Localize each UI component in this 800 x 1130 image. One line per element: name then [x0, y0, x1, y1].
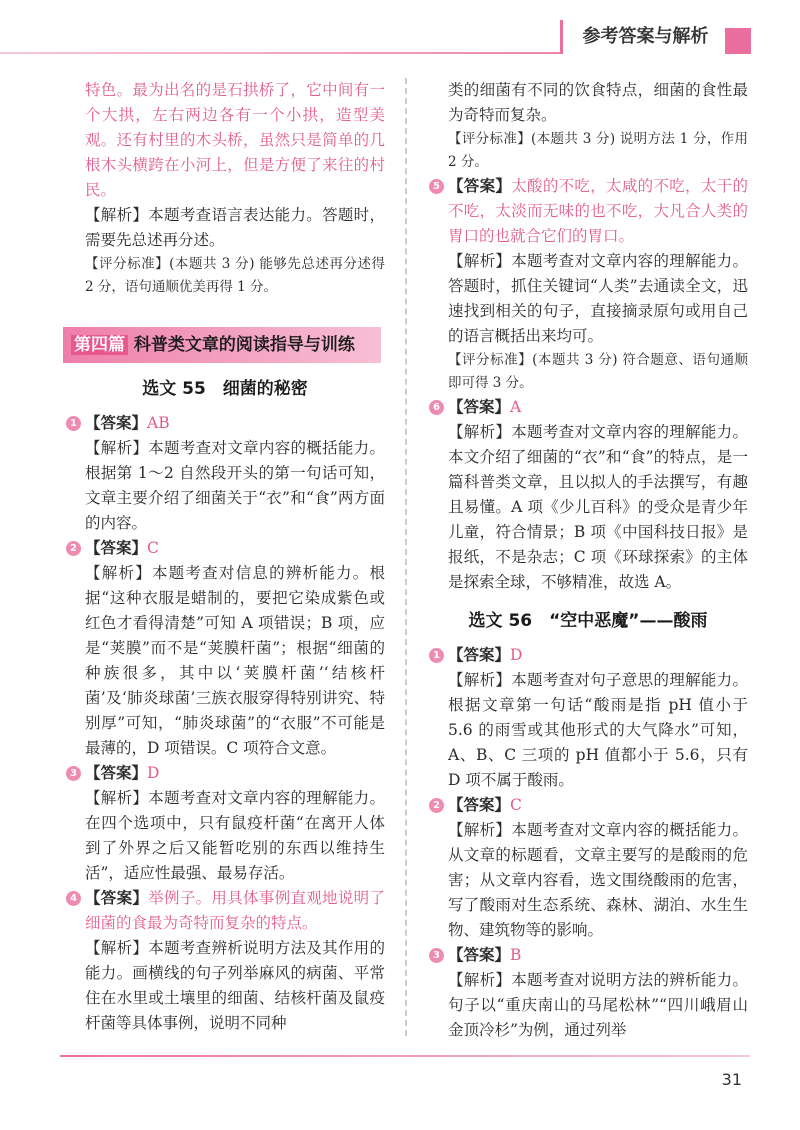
- question-number-badge: 3: [66, 766, 81, 781]
- question-number-badge: 4: [66, 891, 81, 906]
- question-item: [65, 761, 385, 886]
- answer-text: C: [510, 796, 522, 814]
- analysis-text: 【解析】本题考查对文章内容的理解能力。在四个选项中，只有鼠疫杆菌“在离开人体到了外界之后又能暂吃别的东西以维持生活”，适应性最强、最易存活。: [85, 789, 385, 882]
- analysis-text: 【解析】本题考查对文章内容的概括能力。从文章的标题看，文章主要写的是酸雨的危害；从文章内容看，选文围绕酸雨的危害，写了酸雨对生态系统、森林、湖泊、水生生物、建筑物等的影响。: [448, 821, 748, 939]
- answer-text: AB: [147, 414, 170, 432]
- analysis-text: 【解析】本题考查对说明方法的辨析能力。句子以“重庆南山的马尾松林”“四川峨眉山金顶冷杉”为例，通过列举: [448, 971, 748, 1039]
- continued-answer: 特色。最为出名的是石拱桥了，它中间有一个大拱，左右两边各有一个小拱，造型美观。还有村里的木头桥，虽然只是简单的几根木头横跨在小河上，但是方便了来往的村民。: [85, 81, 385, 199]
- question-item: [428, 943, 748, 1043]
- continued-score: 【评分标准】(本题共 3 分) 能够先总述再分述得 2 分，语句通顺优美再得 1 分。: [85, 256, 385, 295]
- analysis-text: 【解析】本题考查对句子意思的理解能力。根据文章第一句话“酸雨是指 pH 值小于 5.6 的雨雪或其他形式的大气降水”可知，A、B、C 三项的 pH 值都小于 5.6，只有 D 项不属于酸雨。: [448, 671, 748, 789]
- answer-tag: 【答案】: [448, 398, 511, 416]
- answer-tag: 【答案】: [448, 796, 511, 814]
- analysis-text: 【解析】本题考查辨析说明方法及其作用的能力。画横线的句子列举麻风的病菌、平常住在水里或土壤里的细菌、结核杆菌及鼠疫杆菌等具体事例，说明不同种: [85, 939, 385, 1032]
- selection-title: 选文 55 细菌的秘密: [142, 379, 308, 399]
- answer-text: 举例子。用具体事例直观地说明了细菌的食最为奇特而复杂的特点。: [85, 889, 385, 932]
- analysis-text: 【解析】本题考查对文章内容的理解能力。答题时，抓住关键词“人类”去通读全文，迅速找到相关的句子，直接摘录原句或用自己的语言概括出来均可。: [448, 252, 748, 345]
- header-accent-block: [725, 28, 751, 54]
- column-divider: [405, 78, 407, 1036]
- part-label: 第四篇: [71, 335, 128, 355]
- page-number: 31: [721, 1070, 742, 1089]
- answer-tag: 【答案】: [85, 764, 148, 782]
- answer-text: C: [147, 539, 159, 557]
- footer-rule: [60, 1055, 750, 1057]
- question-item: [428, 395, 748, 595]
- score-text: 【评分标准】(本题共 3 分) 符合题意、语句通顺即可得 3 分。: [448, 352, 748, 391]
- analysis-text: 【解析】本题考查对文章内容的理解能力。本文介绍了细菌的“衣”和“食”的特点，是一篇科普类文章，且以拟人的手法撰写，有趣且易懂。A 项《少儿百科》的受众是青少年儿童，符合情景；B 项《中国科技日报》是报纸，不是杂志；C 项《环球探索》的主体是探索全球，不够精准，故选 A。: [448, 423, 748, 591]
- part-title: 科普类文章的阅读指导与训练: [133, 335, 355, 355]
- question-item: [428, 174, 748, 395]
- answer-text: D: [510, 646, 523, 664]
- header-title: 参考答案与解析: [560, 20, 728, 54]
- answer-tag: 【答案】: [448, 646, 511, 664]
- question-number-badge: 5: [429, 179, 444, 194]
- continued-score: 【评分标准】(本题共 3 分) 说明方法 1 分，作用 2 分。: [448, 131, 748, 170]
- question-item: [65, 411, 385, 536]
- continued-text: 类的细菌有不同的饮食特点，细菌的食性最为奇特而复杂。: [448, 81, 748, 124]
- answer-tag: 【答案】: [448, 946, 511, 964]
- question-number-badge: 2: [429, 798, 444, 813]
- question-item: [428, 643, 748, 793]
- question-number-badge: 6: [429, 400, 444, 415]
- section-banner: [63, 327, 381, 363]
- answer-tag: 【答案】: [85, 414, 148, 432]
- selection-title: 选文 56 “空中恶魔”——酸雨: [468, 611, 708, 631]
- answer-text: 太酸的不吃，太咸的不吃，太干的不吃，太淡而无味的也不吃，大凡合人类的胃口的也就合它们的胃口。: [448, 177, 748, 245]
- question-number-badge: 2: [66, 541, 81, 556]
- analysis-text: 【解析】本题考查对信息的辨析能力。根据“这种衣服是蜡制的，要把它染成紫色或红色才看得清楚”可知 A 项错误；B 项，应是“荚膜”而不是“荚膜杆菌”；根据“细菌的种族很多，其中以‘荚膜杆菌’‘结核杆菌’及‘肺炎球菌’三族衣服穿得特别讲究、特别厚”可知，“肺炎球菌”的“衣服”不可能是最薄的，D 项错误。C 项符合文意。: [85, 564, 385, 757]
- left-column: [65, 78, 385, 1036]
- question-item: [428, 793, 748, 943]
- answer-text: A: [510, 398, 522, 416]
- answer-tag: 【答案】: [448, 177, 512, 195]
- question-item: [65, 886, 385, 1036]
- answer-tag: 【答案】: [85, 889, 149, 907]
- continued-analysis: 【解析】本题考查语言表达能力。答题时，需要先总述再分述。: [85, 206, 385, 249]
- right-column: [428, 78, 748, 1043]
- question-number-badge: 1: [429, 648, 444, 663]
- answer-tag: 【答案】: [85, 539, 148, 557]
- analysis-text: 【解析】本题考查对文章内容的概括能力。根据第 1～2 自然段开头的第一句话可知，文章主要介绍了细菌关于“衣”和“食”两方面的内容。: [85, 439, 385, 532]
- question-number-badge: 3: [429, 948, 444, 963]
- answer-text: D: [147, 764, 160, 782]
- question-item: [65, 536, 385, 761]
- answer-text: B: [510, 946, 522, 964]
- question-number-badge: 1: [66, 416, 81, 431]
